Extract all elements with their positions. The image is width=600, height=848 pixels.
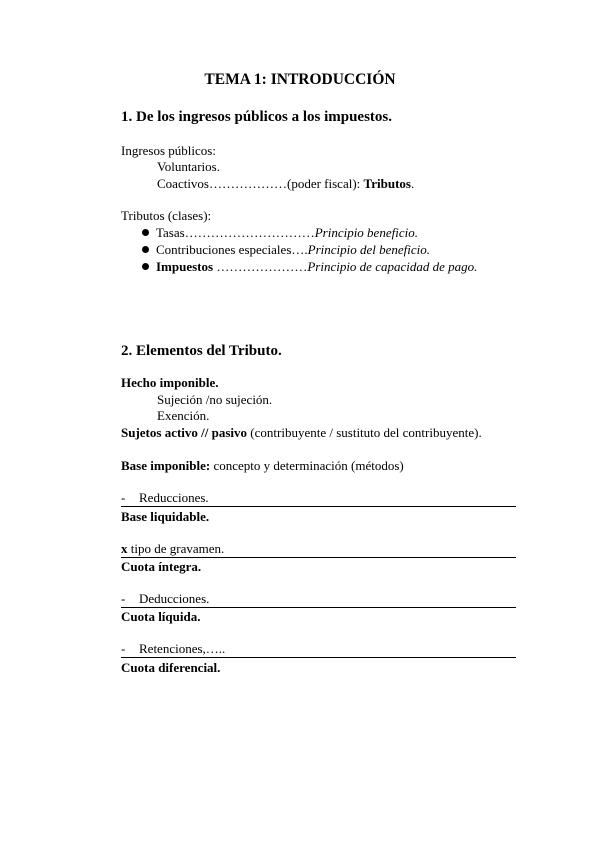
item-principle: Principio beneficio. <box>314 225 418 240</box>
coactivos-line <box>157 176 414 193</box>
tributos-bold: Tributos <box>363 176 411 191</box>
voluntarios-line: Voluntarios. <box>157 159 220 174</box>
item-term: Tasas <box>156 225 185 240</box>
retenciones-line: Retenciones,….. <box>139 641 226 656</box>
divider <box>121 506 516 507</box>
item-dots: ………………………… <box>184 225 315 240</box>
item-principle: Principio del beneficio. <box>307 242 431 257</box>
tributos-label: Tributos (clases): <box>121 208 212 223</box>
bullet-icon <box>142 246 149 253</box>
divider <box>121 557 516 558</box>
bullet-icon <box>142 263 149 270</box>
page-title: TEMA 1: INTRODUCCIÓN <box>204 71 396 88</box>
item-term: Contribuciones especiales <box>156 242 292 257</box>
item-term: Impuestos <box>156 259 214 274</box>
sujetos-rest: (contribuyente / sustituto del contribuyente). <box>247 425 482 440</box>
base-imponible-line <box>121 458 404 475</box>
item-dots: ………………… <box>213 259 308 274</box>
ingresos-label: Ingresos públicos: <box>121 143 216 158</box>
reducciones-dash: - <box>121 490 126 505</box>
coactivos-end: . <box>410 176 415 191</box>
deducciones-line: Deducciones. <box>139 591 210 606</box>
cuota-diferencial: Cuota diferencial. <box>121 660 221 675</box>
hecho-imponible: Hecho imponible. <box>121 375 219 390</box>
retenciones-dash: - <box>121 641 126 656</box>
tipo-x: x <box>121 541 128 556</box>
base-imponible-bold: Base imponible: <box>121 458 211 473</box>
section-1-heading: 1. De los ingresos públicos a los impuestos. <box>121 109 393 125</box>
bullet-icon <box>142 229 149 236</box>
sujetos-bold: Sujetos activo // pasivo <box>121 425 248 440</box>
section-2-heading: 2. Elementos del Tributo. <box>121 343 282 359</box>
cuota-liquida: Cuota líquida. <box>121 609 201 624</box>
cuota-integra: Cuota íntegra. <box>121 559 202 574</box>
divider <box>121 607 516 608</box>
item-principle: Principio de capacidad de pago. <box>307 259 478 274</box>
reducciones-line: Reducciones. <box>139 490 209 505</box>
list-item <box>142 225 418 242</box>
sujecion-line: Sujeción /no sujeción. <box>157 392 273 407</box>
divider <box>121 657 516 658</box>
list-item <box>142 259 477 276</box>
base-liquidable: Base liquidable. <box>121 509 210 524</box>
list-item <box>142 242 430 259</box>
item-dots: …. <box>291 242 308 257</box>
exencion-line: Exención. <box>157 408 210 423</box>
base-imponible-rest: concepto y determinación (métodos) <box>210 458 404 473</box>
sujetos-line <box>121 425 482 442</box>
tipo-gravamen-line <box>121 541 224 558</box>
deducciones-dash: - <box>121 591 126 606</box>
tipo-rest: tipo de gravamen. <box>127 541 225 556</box>
coactivos-text: Coactivos………………(poder fiscal): <box>157 176 364 191</box>
